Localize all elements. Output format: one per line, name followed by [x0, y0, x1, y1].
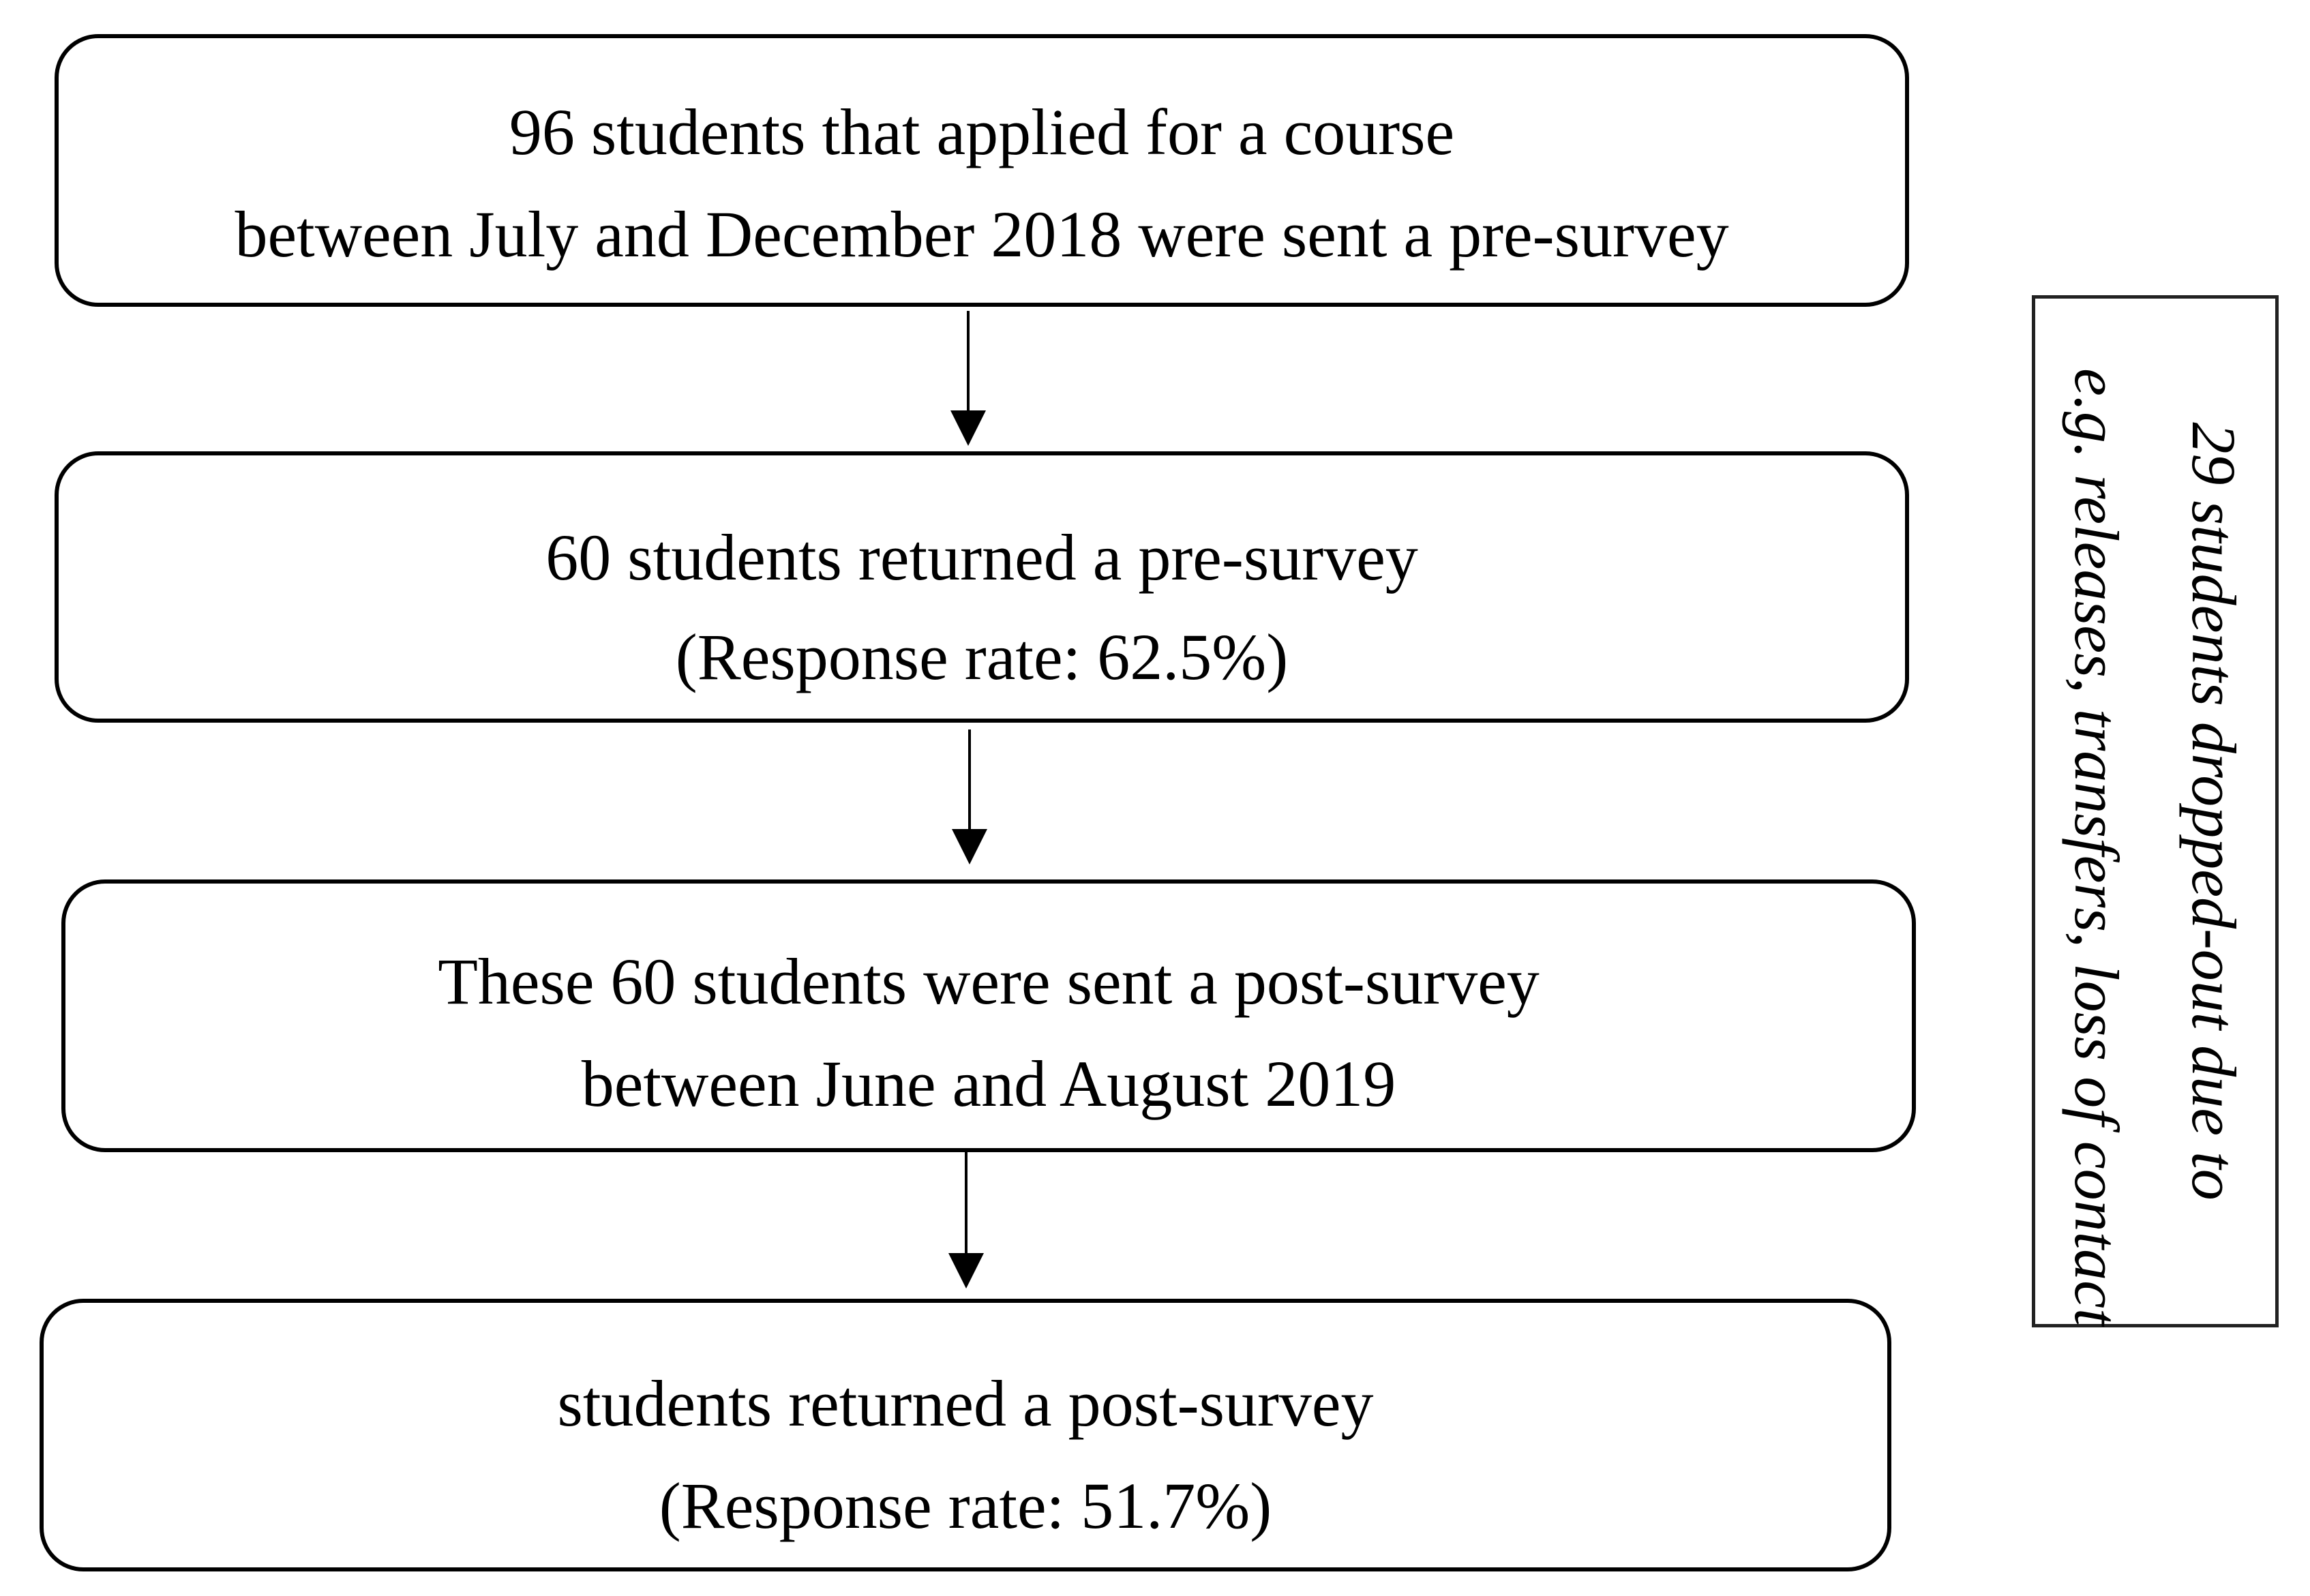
flow-box-returned-post-survey: [40, 1299, 1891, 1571]
box-text-line-1: These 60 students were sent a post-survey: [438, 945, 1540, 1018]
dropout-note-text: [2038, 368, 2272, 1326]
flow-box-returned-pre-survey: [55, 451, 1909, 723]
dropout-note-line-1: 29 students dropped-out due to: [2179, 422, 2249, 1201]
dropout-note-box: [2032, 295, 2279, 1327]
box-text-line-2: between June and August 2019: [581, 1047, 1396, 1120]
dropout-note-line-2: e.g. releases, transfers, loss of contact: [2062, 368, 2131, 1326]
arrow-down-icon: [948, 311, 989, 446]
arrow-down-icon: [946, 1152, 987, 1289]
arrow-down-icon: [949, 729, 990, 866]
box-text-line-1: 60 students returned a pre-survey: [545, 521, 1418, 594]
box-text-line-1: 96 students that applied for a course: [509, 95, 1455, 168]
box-text-line-2: (Response rate: 62.5%): [675, 620, 1289, 693]
box-text-line-2: between July and December 2018 were sent a pre-survey: [235, 198, 1729, 271]
flow-box-sent-post-survey: [61, 879, 1916, 1152]
box-text-line-1: students returned a post-survey: [557, 1367, 1374, 1440]
box-text-line-2: (Response rate: 51.7%): [659, 1469, 1272, 1542]
flow-box-applied: [55, 34, 1909, 307]
